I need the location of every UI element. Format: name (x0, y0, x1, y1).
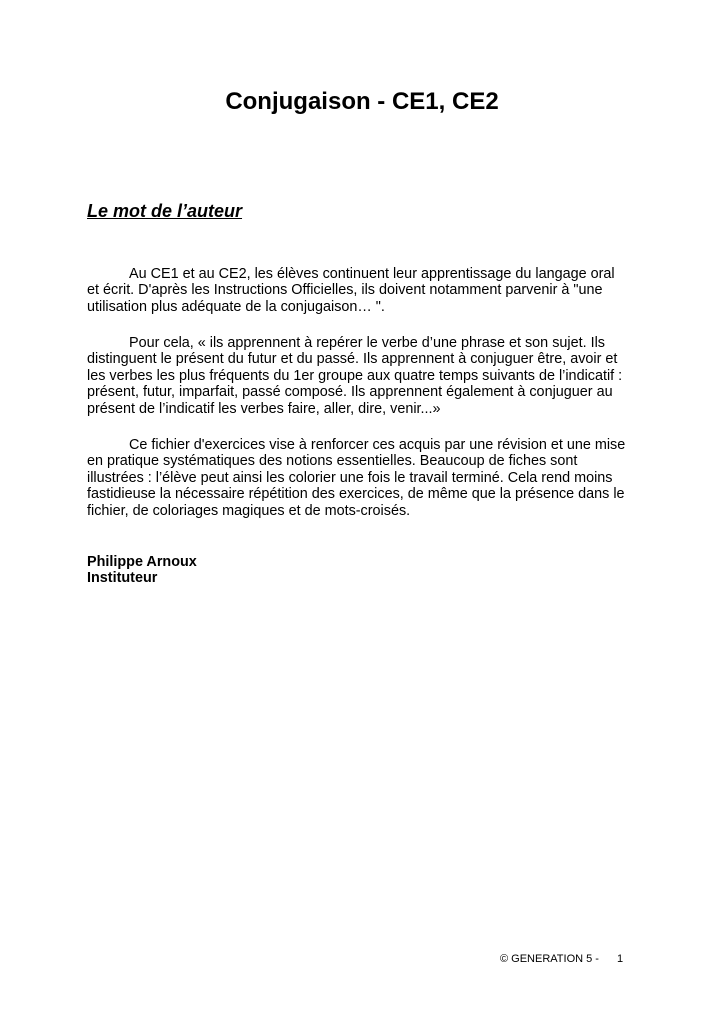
copyright-text: © GENERATION 5 - (500, 953, 599, 965)
paragraph-2 (87, 335, 647, 417)
page-footer (500, 952, 623, 966)
paragraph-line: illustrées : l’élève peut ainsi les colorier une fois le travail terminé. Cela rend moins (87, 469, 613, 486)
paragraph-line: distinguent le présent du futur et du passé. Ils apprennent à conjuguer être, avoir et (87, 351, 618, 368)
paragraph-line: présent de l’indicatif les verbes faire, aller, dire, venir...» (87, 400, 441, 417)
paragraph-3 (87, 437, 647, 519)
paragraph-line: fastidieuse la nécessaire répétition des exercices, de même que la présence dans le (87, 486, 625, 503)
paragraph-1 (87, 266, 647, 315)
paragraph-line: en pratique systématiques des notions essentielles. Beaucoup de fiches sont (87, 453, 578, 470)
paragraph-line: Pour cela, « ils apprennent à repérer le verbe d’une phrase et son sujet. Ils (129, 335, 605, 351)
paragraph-line: les verbes les plus fréquents du 1er groupe aux quatre temps suivants de l’indicatif : (87, 367, 623, 384)
paragraph-line: Ce fichier d'exercices vise à renforcer ces acquis par une révision et une mise (129, 437, 626, 453)
paragraph-line: Au CE1 et au CE2, les élèves continuent leur apprentissage du langage oral (129, 266, 615, 282)
paragraph-line: fichier, de coloriages magiques et de mots-croisés. (87, 502, 411, 519)
author-name: Philippe Arnoux (87, 554, 197, 570)
section-heading: Le mot de l’auteur (87, 201, 243, 221)
paragraph-line: et écrit. D'après les Instructions Officielles, ils doivent notamment parvenir à "une (87, 282, 603, 299)
author-signature (87, 554, 197, 587)
paragraph-line: présent, futur, imparfait, passé composé. Ils apprennent également à conjuguer au (87, 384, 613, 401)
author-role: Instituteur (87, 570, 158, 587)
page-number: 1 (616, 953, 624, 965)
document-title: Conjugaison - CE1, CE2 (225, 88, 499, 115)
paragraph-line: utilisation plus adéquate de la conjugaison… ". (87, 298, 385, 315)
